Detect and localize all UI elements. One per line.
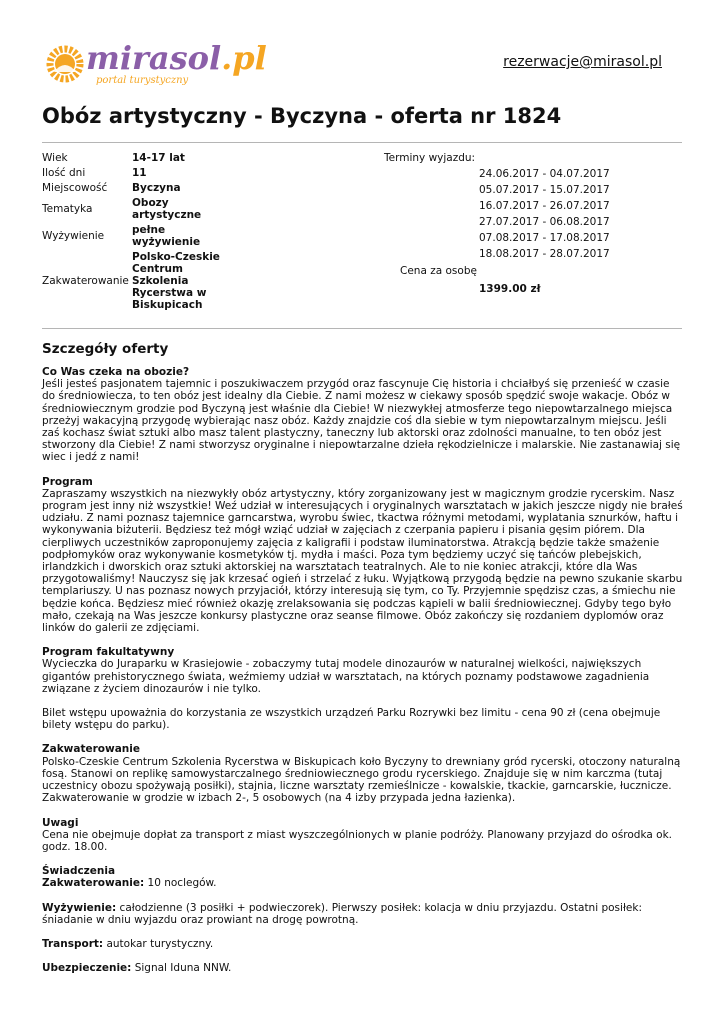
service-item xyxy=(42,877,684,889)
service-text: całodzienne (3 posiłki + podwieczorek). Pierwszy posiłek: kolacja w dniu przyjazdu. Ostatni posiłek: śniadanie w dniu wyjazdu oraz prowiant na drogę powrotną. xyxy=(42,901,643,926)
service-item xyxy=(42,938,684,950)
term-date: 16.07.2017 - 26.07.2017 xyxy=(479,200,610,212)
section-lodging xyxy=(42,743,684,804)
fact-label: Miejscowość xyxy=(42,181,108,194)
details-heading: Szczegóły oferty xyxy=(42,341,169,357)
offer-facts xyxy=(42,150,362,312)
service-label: Wyżywienie: xyxy=(42,901,117,914)
term-date: 24.06.2017 - 04.07.2017 xyxy=(479,168,610,180)
fact-row-days xyxy=(42,165,362,180)
fact-value: Byczyna xyxy=(132,181,181,194)
fact-label: Ilość dni xyxy=(42,166,86,179)
service-label: Transport: xyxy=(42,937,104,950)
section-heading: Co Was czeka na obozie? xyxy=(42,366,190,378)
section-program xyxy=(42,476,684,635)
fact-row-meals xyxy=(42,222,362,249)
section-what xyxy=(42,366,684,464)
sun-icon xyxy=(50,49,80,79)
section-heading: Świadczenia xyxy=(42,865,116,878)
fact-label: Zakwaterowanie xyxy=(42,274,129,287)
divider-middle xyxy=(42,328,682,329)
term-date: 07.08.2017 - 17.08.2017 xyxy=(479,232,610,244)
fact-value: 14-17 lat xyxy=(132,151,185,164)
section-services xyxy=(42,865,684,974)
fact-row-theme xyxy=(42,195,362,222)
section-text: Jeśli jesteś pasjonatem tajemnic i poszukiwaczem przygód oraz fascynuje Cię historia i chciałbyś się przenieść w czasie do średniowiecza, to ten obóz jest idealny dla Ciebie. Z nami możesz w ciekawy sposób spędzić swoje wakacje. Obóz w średniowiecznym grodzie pod Byczyną jest właśnie dla Ciebie! W niezwykłej atmosferze tego niepowtarzalnego miejsca przeżyj wakacyjną przygodę wybierając nasz obóz. Każdy znajdzie coś dla siebie w tym niepowtarzalnym miejscu. Jeśli zaś kochasz świat sztuki albo masz talent plastyczny, taneczny lub aktorski oraz zdolności manualne, to ten obóz jest stworzony dla Ciebie! Z nami stworzysz oryginalne i niepowtarzalne dzieła rękodzielnicze i malarskie. Nie zastanawiaj się wiec i jedź z nami! xyxy=(42,378,681,464)
page-title: Obóz artystyczny - Byczyna - oferta nr 1824 xyxy=(42,104,562,128)
terms-list xyxy=(479,168,610,264)
fact-label: Wyżywienie xyxy=(42,229,105,242)
service-text: Signal Iduna NNW. xyxy=(134,962,232,975)
section-text: Cena nie obejmuje dopłat za transport z miast wyszczególnionych w planie podróży. Planowany przyjazd do ośrodka ok. godz. 18.00. xyxy=(42,828,672,853)
service-label: Zakwaterowanie: xyxy=(42,877,145,890)
service-text: autokar turystyczny. xyxy=(106,937,214,950)
section-heading: Uwagi xyxy=(42,816,79,829)
fact-label: Tematyka xyxy=(42,202,93,215)
service-item xyxy=(42,962,684,974)
service-label: Ubezpieczenie: xyxy=(42,962,132,975)
logo-tagline: portal turystyczny xyxy=(96,75,189,86)
price-value: 1399.00 zł xyxy=(479,283,541,295)
fact-value: pełne wyżywienie xyxy=(132,223,201,248)
offer-details xyxy=(42,341,684,974)
term-date: 27.07.2017 - 06.08.2017 xyxy=(479,216,610,228)
section-text: Zapraszamy wszystkich na niezwykły obóz artystyczny, który zorganizowany jest w magicznym grodzie rycerskim. Nasz program jest inny niż wszystkie! Weź udział w interesujących i oryginalnych warsztatach w jakich jeszcze nigdy nie brałeś udziału. Z nami poznasz tajemnice garncarstwa, wyrobu świec, tkactwa różnymi metodami, wyplatania sznurków, haftu i wykonywania biżuterii. Będziesz też mógł wziąć udział w zajęciach z czerpania papieru i pisania gęsim piórem. Dla cierpliwych uczestników zaproponujemy zajęcia z kaligrafii i podstaw iluminatorstwa. Atrakcją będzie także smażenie podpłomyków oraz wykonywanie kosmetyków tj. mydła i maści. Poza tym będziemy uczyć się tańców plebejskich, irlandzkich i dworskich oraz sztuki aktorskiej na warsztatach teatralnych. Ale to nie koniec atrakcji, które dla Was przygotowaliśmy! Nauczysz się jak krzesać ogień i strzelać z łuku. Wyjątkową przygodą będzie na pewno szukanie skarbu templariuszy. U nas poznasz nowych przyjaciół, którzy interesują się tym, co Ty. Przyjemnie spędzisz czas, a śmiechu nie będzie końca. Będziesz mieć również okazję zrelaksowania się podczas kąpieli w balii średniowiecznej. Gdyby tego było mało, czekają na Was jeszcze konkursy plastyczne oraz seanse filmowe. Obóz zakończy się rozdaniem dyplomów oraz linków do galerii ze zdjęciami. xyxy=(42,487,683,635)
fact-value: 11 xyxy=(132,166,147,179)
service-item xyxy=(42,902,684,926)
term-date: 18.08.2017 - 28.07.2017 xyxy=(479,248,610,260)
fact-label: Wiek xyxy=(42,151,68,164)
logo-wordmark: mirasol.pl xyxy=(86,39,267,77)
terms-label: Terminy wyjazdu: xyxy=(384,152,476,164)
fact-value: Polsko-Czeskie Centrum Szkolenia Rycerstwa w Biskupicach xyxy=(132,250,220,311)
email-link[interactable]: rezerwacje@mirasol.pl xyxy=(503,54,662,70)
section-heading: Program fakultatywny xyxy=(42,646,175,659)
service-text: 10 noclegów. xyxy=(147,877,217,890)
section-notes xyxy=(42,817,684,854)
divider-top xyxy=(42,142,682,143)
mirasol-logo[interactable] xyxy=(42,36,267,92)
fact-row-lodging xyxy=(42,249,362,312)
section-heading: Program xyxy=(42,475,93,488)
fact-row-age xyxy=(42,150,362,165)
section-text: Bilet wstępu upoważnia do korzystania ze wszystkich urządzeń Parku Rozrywki bez limitu - cena 90 zł (cena obejmuje bilety wstępu do parku). xyxy=(42,707,661,732)
section-text: Wycieczka do Juraparku w Krasiejowie - zobaczymy tutaj modele dinozaurów w naturalnej wielkości, największych gigantów prehistorycznego świata, weźmiemy udział w warsztatach, na których poznamy podstawowe zagadnienia związane z życiem dinozaurów i nie tylko. xyxy=(42,658,650,695)
fact-value: Obozy artystyczne xyxy=(132,196,202,221)
section-optional xyxy=(42,646,684,731)
section-text: Polsko-Czeskie Centrum Szkolenia Rycerstwa w Biskupicach koło Byczyny to drewniany gród rycerski, otoczony naturalną fosą. Stanowi on replikę samowystarczalnego średniowiecznego grodu rycerskiego. Znajduje się w nim karczma (tutaj uczestnicy obozu spożywają posiłki), stajnia, liczne warsztaty rzemieślnicze - kowalskie, tkackie, garncarskie, łucznicze. Zakwaterowanie w grodzie w izbach 2-, 5 osobowych (na 4 izby przypada jedna łazienka). xyxy=(42,755,681,805)
section-heading: Zakwaterowanie xyxy=(42,743,140,756)
price-label: Cena za osobę xyxy=(400,265,477,277)
fact-row-location xyxy=(42,180,362,195)
mirasol-logo-graphic xyxy=(42,36,267,92)
term-date: 05.07.2017 - 15.07.2017 xyxy=(479,184,610,196)
